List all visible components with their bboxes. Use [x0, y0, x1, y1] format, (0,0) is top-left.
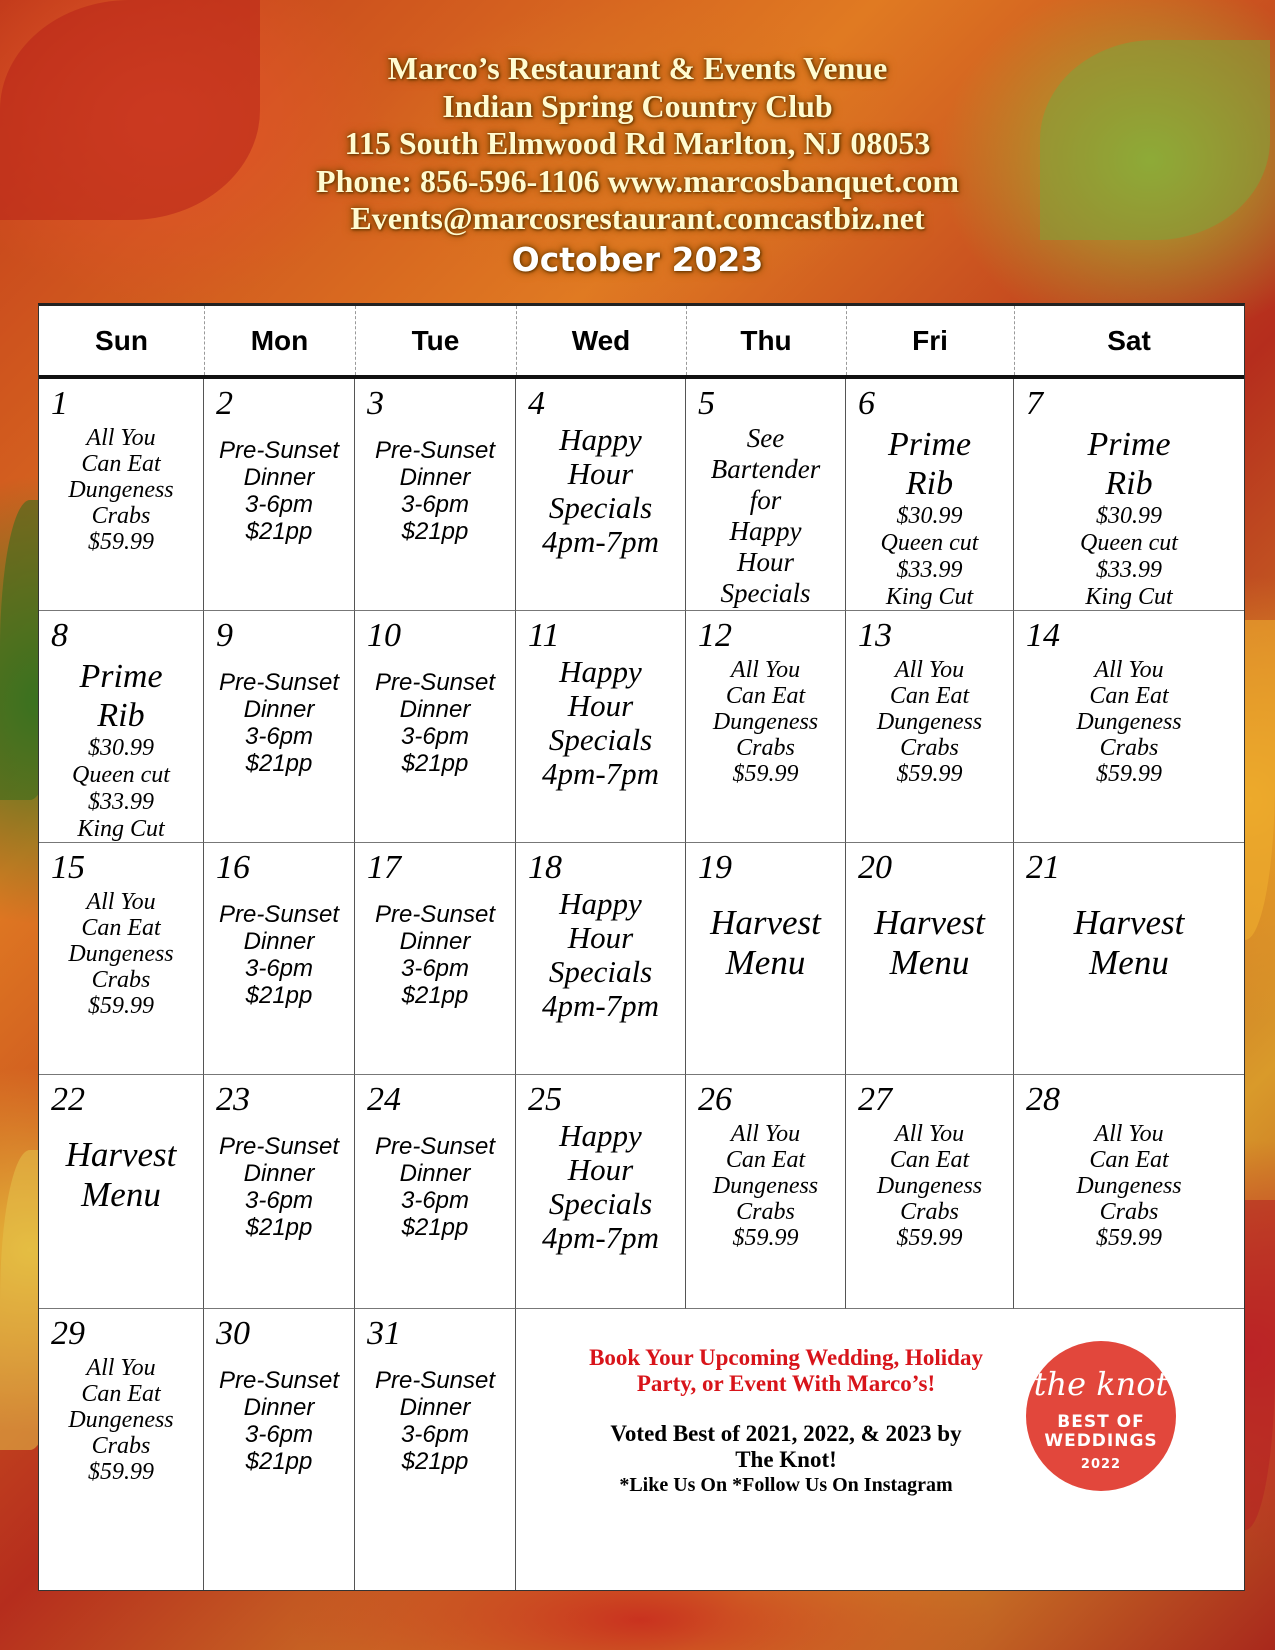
special-line: 4pm-7pm [541, 1220, 660, 1255]
special-price-line: $30.99 [1096, 503, 1162, 529]
day-special [1014, 657, 1244, 787]
special-line: Pre-Sunset [374, 669, 496, 696]
day-number: 17 [367, 849, 401, 886]
special-line: Specials [548, 1186, 653, 1221]
knot-logo: the knot [1033, 1365, 1169, 1403]
venue-header [0, 50, 1275, 282]
day-cell-7 [1014, 379, 1244, 611]
day-special [846, 425, 1013, 611]
special-line: Dinner [243, 464, 315, 491]
special-line: Can Eat [889, 683, 970, 709]
day-cell-22 [39, 1075, 204, 1309]
day-cell-4 [516, 379, 686, 611]
special-price-line: King Cut [77, 816, 165, 842]
special-line: Dungeness [68, 1407, 174, 1433]
day-cell-30 [204, 1309, 355, 1590]
day-special [39, 425, 203, 555]
special-line: Dinner [399, 696, 471, 723]
the-knot-badge [1026, 1341, 1176, 1491]
day-special [516, 887, 685, 1023]
day-number: 3 [367, 385, 384, 422]
day-special [516, 655, 685, 791]
special-line: All You [730, 657, 801, 683]
venue-club: Indian Spring Country Club [442, 87, 833, 124]
day-header-tue: Tue [355, 306, 517, 375]
special-line: 4pm-7pm [541, 756, 660, 791]
special-line: 3-6pm [400, 723, 470, 750]
special-line: $21pp [401, 518, 469, 545]
day-number: 19 [698, 849, 732, 886]
special-line: $21pp [245, 1448, 313, 1475]
special-line: Harvest [1073, 903, 1185, 942]
special-line: See [746, 423, 785, 453]
day-number: 2 [216, 385, 233, 422]
day-number: 10 [367, 617, 401, 654]
day-special [516, 423, 685, 559]
venue-address: 115 South Elmwood Rd Marlton, NJ 08053 [344, 125, 931, 161]
day-header-sat: Sat [1107, 324, 1151, 356]
day-number: 31 [367, 1315, 401, 1352]
special-price-line: Queen cut [1080, 530, 1178, 556]
special-line: Crabs [900, 1199, 959, 1225]
day-cell-14 [1014, 611, 1244, 843]
special-line: Happy [559, 654, 642, 689]
venue-phone-website: Phone: 856-596-1106 www.marcosbanquet.com [316, 162, 959, 199]
day-special [355, 901, 515, 1009]
special-line: $21pp [401, 750, 469, 777]
voted-line: The Knot! [735, 1447, 837, 1472]
day-cell-12 [686, 611, 846, 843]
special-line: $59.99 [88, 529, 154, 555]
special-line: Crabs [91, 967, 151, 993]
social-follow-text: *Like Us On *Follow Us On Instagram [619, 1474, 953, 1496]
special-line: Dinner [243, 696, 315, 723]
special-price-line: $30.99 [896, 503, 963, 529]
special-line: $59.99 [896, 761, 963, 787]
day-cell-29 [39, 1309, 204, 1590]
special-line: 3-6pm [244, 723, 314, 750]
day-special [686, 657, 845, 787]
special-line: Dinner [399, 1394, 471, 1421]
day-number: 14 [1026, 617, 1060, 654]
special-line: Dungeness [68, 477, 174, 503]
day-header-thu: Thu [686, 306, 847, 375]
special-line: All You [894, 1121, 965, 1147]
special-line: Dinner [399, 1160, 471, 1187]
special-line: Can Eat [81, 451, 161, 477]
day-cell-9 [204, 611, 355, 843]
day-number: 28 [1026, 1081, 1060, 1118]
special-line: Harvest [874, 903, 985, 942]
special-price-line: $33.99 [896, 557, 963, 583]
day-number: 22 [51, 1081, 85, 1118]
special-line: Can Eat [1089, 1147, 1169, 1173]
special-price-line: $30.99 [88, 735, 154, 761]
special-line: $21pp [245, 750, 313, 777]
special-line: Specials [548, 490, 653, 525]
day-number: 23 [216, 1081, 250, 1118]
special-line: Menu [889, 943, 970, 982]
day-number: 12 [698, 617, 732, 654]
special-line: $21pp [245, 982, 313, 1009]
day-special [686, 1121, 845, 1251]
special-title-line: Rib [1105, 465, 1153, 502]
special-line: 3-6pm [244, 491, 314, 518]
special-line: 3-6pm [400, 1421, 470, 1448]
special-title-line: Prime [1087, 426, 1171, 463]
special-line: Dungeness [1076, 1173, 1182, 1199]
day-number: 25 [528, 1081, 562, 1118]
day-special [204, 1367, 354, 1475]
special-line: Pre-Sunset [374, 1133, 496, 1160]
special-line: Pre-Sunset [218, 1133, 340, 1160]
special-line: Dinner [243, 928, 315, 955]
special-line: 4pm-7pm [541, 988, 660, 1023]
day-number: 13 [858, 617, 892, 654]
day-number: 16 [216, 849, 250, 886]
special-price-line: King Cut [885, 584, 974, 610]
special-line: $59.99 [732, 1225, 799, 1251]
special-line: 3-6pm [244, 1187, 314, 1214]
special-title-line: Rib [905, 465, 954, 502]
day-cell-8 [39, 611, 204, 843]
day-number: 11 [528, 617, 560, 654]
special-line: Pre-Sunset [218, 1367, 340, 1394]
booking-line: Party, or Event With Marco’s! [636, 1371, 936, 1396]
day-special [204, 437, 354, 545]
special-line: Dinner [243, 1160, 315, 1187]
special-line: Can Eat [81, 915, 161, 941]
day-special [39, 1135, 203, 1215]
day-special [39, 889, 203, 1019]
day-number: 26 [698, 1081, 732, 1118]
day-cell-16 [204, 843, 355, 1075]
day-cell-3 [355, 379, 516, 611]
special-line: All You [730, 1121, 801, 1147]
special-line: for [749, 485, 782, 515]
day-number: 29 [51, 1315, 85, 1352]
day-cell-23 [204, 1075, 355, 1309]
special-line: Pre-Sunset [374, 901, 496, 928]
special-line: $59.99 [1096, 761, 1162, 787]
special-line: Menu [1089, 943, 1169, 982]
special-line: Hour [567, 920, 634, 955]
day-special [1014, 903, 1244, 983]
special-line: 3-6pm [400, 955, 470, 982]
special-line: Crabs [900, 735, 959, 761]
special-line: Crabs [1099, 735, 1159, 761]
day-special [686, 423, 845, 609]
special-line: All You [86, 1355, 156, 1381]
day-special [355, 437, 515, 545]
special-line: Can Eat [725, 1147, 806, 1173]
special-line: Crabs [91, 1433, 151, 1459]
day-special [686, 903, 845, 983]
day-special [1014, 425, 1244, 611]
day-cell-17 [355, 843, 516, 1075]
day-number: 20 [858, 849, 892, 886]
special-line: Pre-Sunset [218, 901, 340, 928]
day-header-wed: Wed [516, 306, 687, 375]
special-line: All You [1094, 1121, 1164, 1147]
day-special [355, 1367, 515, 1475]
special-line: $21pp [245, 1214, 313, 1241]
special-title-line: Rib [97, 697, 145, 734]
day-special [204, 1133, 354, 1241]
voted-line: Voted Best of 2021, 2022, & 2023 by [610, 1421, 962, 1446]
day-header-mon: Mon [204, 306, 356, 375]
special-line: Specials [548, 954, 653, 989]
day-cell-6 [846, 379, 1014, 611]
day-special [355, 669, 515, 777]
knot-award-line: WEDDINGS [1044, 1431, 1158, 1451]
special-line: $59.99 [88, 1459, 154, 1485]
day-special [204, 669, 354, 777]
day-cell-2 [204, 379, 355, 611]
special-line: Harvest [710, 903, 821, 942]
day-number: 7 [1026, 385, 1043, 422]
special-line: $21pp [401, 982, 469, 1009]
special-line: Specials [548, 722, 653, 757]
special-line: 3-6pm [400, 491, 470, 518]
day-number: 27 [858, 1081, 892, 1118]
special-price-line: Queen cut [880, 530, 979, 556]
day-special [39, 1355, 203, 1485]
day-cell-1 [39, 379, 204, 611]
day-cell-31 [355, 1309, 516, 1590]
special-line: Happy [729, 516, 802, 546]
calendar-month: October 2023 [511, 239, 764, 279]
day-number: 9 [216, 617, 233, 654]
special-line: Dinner [399, 464, 471, 491]
special-line: Harvest [65, 1135, 177, 1174]
day-special [846, 657, 1013, 787]
booking-line: Book Your Upcoming Wedding, Holiday [589, 1345, 983, 1370]
day-cell-27 [846, 1075, 1014, 1309]
knot-award-line: BEST OF [1057, 1412, 1145, 1432]
special-line: Can Eat [81, 1381, 161, 1407]
special-line: Can Eat [1089, 683, 1169, 709]
special-title-line: Prime [887, 426, 972, 463]
special-line: Pre-Sunset [374, 1367, 496, 1394]
special-line: Menu [725, 943, 806, 982]
special-line: Bartender [710, 454, 821, 484]
special-line: Hour [567, 1152, 634, 1187]
day-special [355, 1133, 515, 1241]
day-number: 6 [858, 385, 875, 422]
special-price-line: King Cut [1085, 584, 1173, 610]
day-special [516, 1119, 685, 1255]
day-number: 4 [528, 385, 545, 422]
knot-year: 2022 [1080, 1457, 1122, 1472]
day-number: 8 [51, 617, 68, 654]
day-cell-25 [516, 1075, 686, 1309]
special-line: All You [894, 657, 965, 683]
special-line: $59.99 [732, 761, 799, 787]
day-special [846, 903, 1013, 983]
special-line: $59.99 [1096, 1225, 1162, 1251]
special-line: 3-6pm [244, 955, 314, 982]
day-cell-24 [355, 1075, 516, 1309]
special-line: Dungeness [68, 941, 174, 967]
day-special [204, 901, 354, 1009]
calendar-grid [38, 303, 1245, 1591]
voted-best-message [556, 1421, 1016, 1473]
day-cell-11 [516, 611, 686, 843]
day-cell-26 [686, 1075, 846, 1309]
day-cell-21 [1014, 843, 1244, 1075]
venue-email: Events@marcosrestaurant.comcastbiz.net [350, 200, 925, 236]
special-line: $59.99 [88, 993, 154, 1019]
day-number: 24 [367, 1081, 401, 1118]
special-line: 3-6pm [400, 1187, 470, 1214]
special-line: Crabs [1099, 1199, 1159, 1225]
special-line: Happy [559, 422, 642, 457]
special-line: Crabs [736, 1199, 795, 1225]
special-line: Dinner [399, 928, 471, 955]
special-line: $21pp [245, 518, 313, 545]
day-number: 21 [1026, 849, 1060, 886]
special-line: Menu [81, 1175, 161, 1214]
special-line: Pre-Sunset [374, 437, 496, 464]
booking-message [556, 1345, 1016, 1397]
special-line: $59.99 [896, 1225, 963, 1251]
day-header-sun: Sun [39, 306, 205, 375]
special-line: Crabs [736, 735, 795, 761]
special-line: $21pp [401, 1214, 469, 1241]
day-cell-19 [686, 843, 846, 1075]
day-cell-13 [846, 611, 1014, 843]
special-line: Happy [559, 886, 642, 921]
special-line: Pre-Sunset [218, 669, 340, 696]
day-number: 1 [51, 385, 68, 422]
special-line: All You [86, 889, 156, 915]
special-line: All You [1094, 657, 1164, 683]
day-cell-5 [686, 379, 846, 611]
day-cell-18 [516, 843, 686, 1075]
day-special [1014, 1121, 1244, 1251]
special-line: Pre-Sunset [218, 437, 340, 464]
day-number: 15 [51, 849, 85, 886]
special-line: 3-6pm [244, 1421, 314, 1448]
special-line: Hour [567, 456, 634, 491]
day-header-fri: Fri [846, 306, 1015, 375]
special-line: All You [86, 425, 156, 451]
special-line: Dinner [243, 1394, 315, 1421]
day-special [39, 657, 203, 843]
special-line: Crabs [91, 503, 151, 529]
special-title-line: Prime [79, 658, 163, 695]
day-special [846, 1121, 1013, 1251]
special-price-line: Queen cut [72, 762, 170, 788]
special-line: Hour [736, 547, 794, 577]
special-line: Dungeness [876, 709, 983, 735]
special-line: $21pp [401, 1448, 469, 1475]
knot-award-text [1026, 1413, 1176, 1451]
special-line: Dungeness [876, 1173, 983, 1199]
special-line: Dungeness [1076, 709, 1182, 735]
special-line: Dungeness [712, 709, 819, 735]
day-cell-15 [39, 843, 204, 1075]
day-number: 30 [216, 1315, 250, 1352]
special-line: Happy [559, 1118, 642, 1153]
special-line: Can Eat [889, 1147, 970, 1173]
special-line: 4pm-7pm [541, 524, 660, 559]
special-price-line: $33.99 [1096, 557, 1162, 583]
venue-name: Marco’s Restaurant & Events Venue [387, 50, 888, 86]
special-price-line: $33.99 [88, 789, 154, 815]
special-line: Specials [720, 578, 811, 608]
day-cell-28 [1014, 1075, 1244, 1309]
special-line: Dungeness [712, 1173, 819, 1199]
special-line: Can Eat [725, 683, 806, 709]
promo-panel [516, 1309, 1244, 1590]
day-number: 5 [698, 385, 715, 422]
day-number: 18 [528, 849, 562, 886]
day-cell-10 [355, 611, 516, 843]
special-line: Hour [567, 688, 634, 723]
day-cell-20 [846, 843, 1014, 1075]
